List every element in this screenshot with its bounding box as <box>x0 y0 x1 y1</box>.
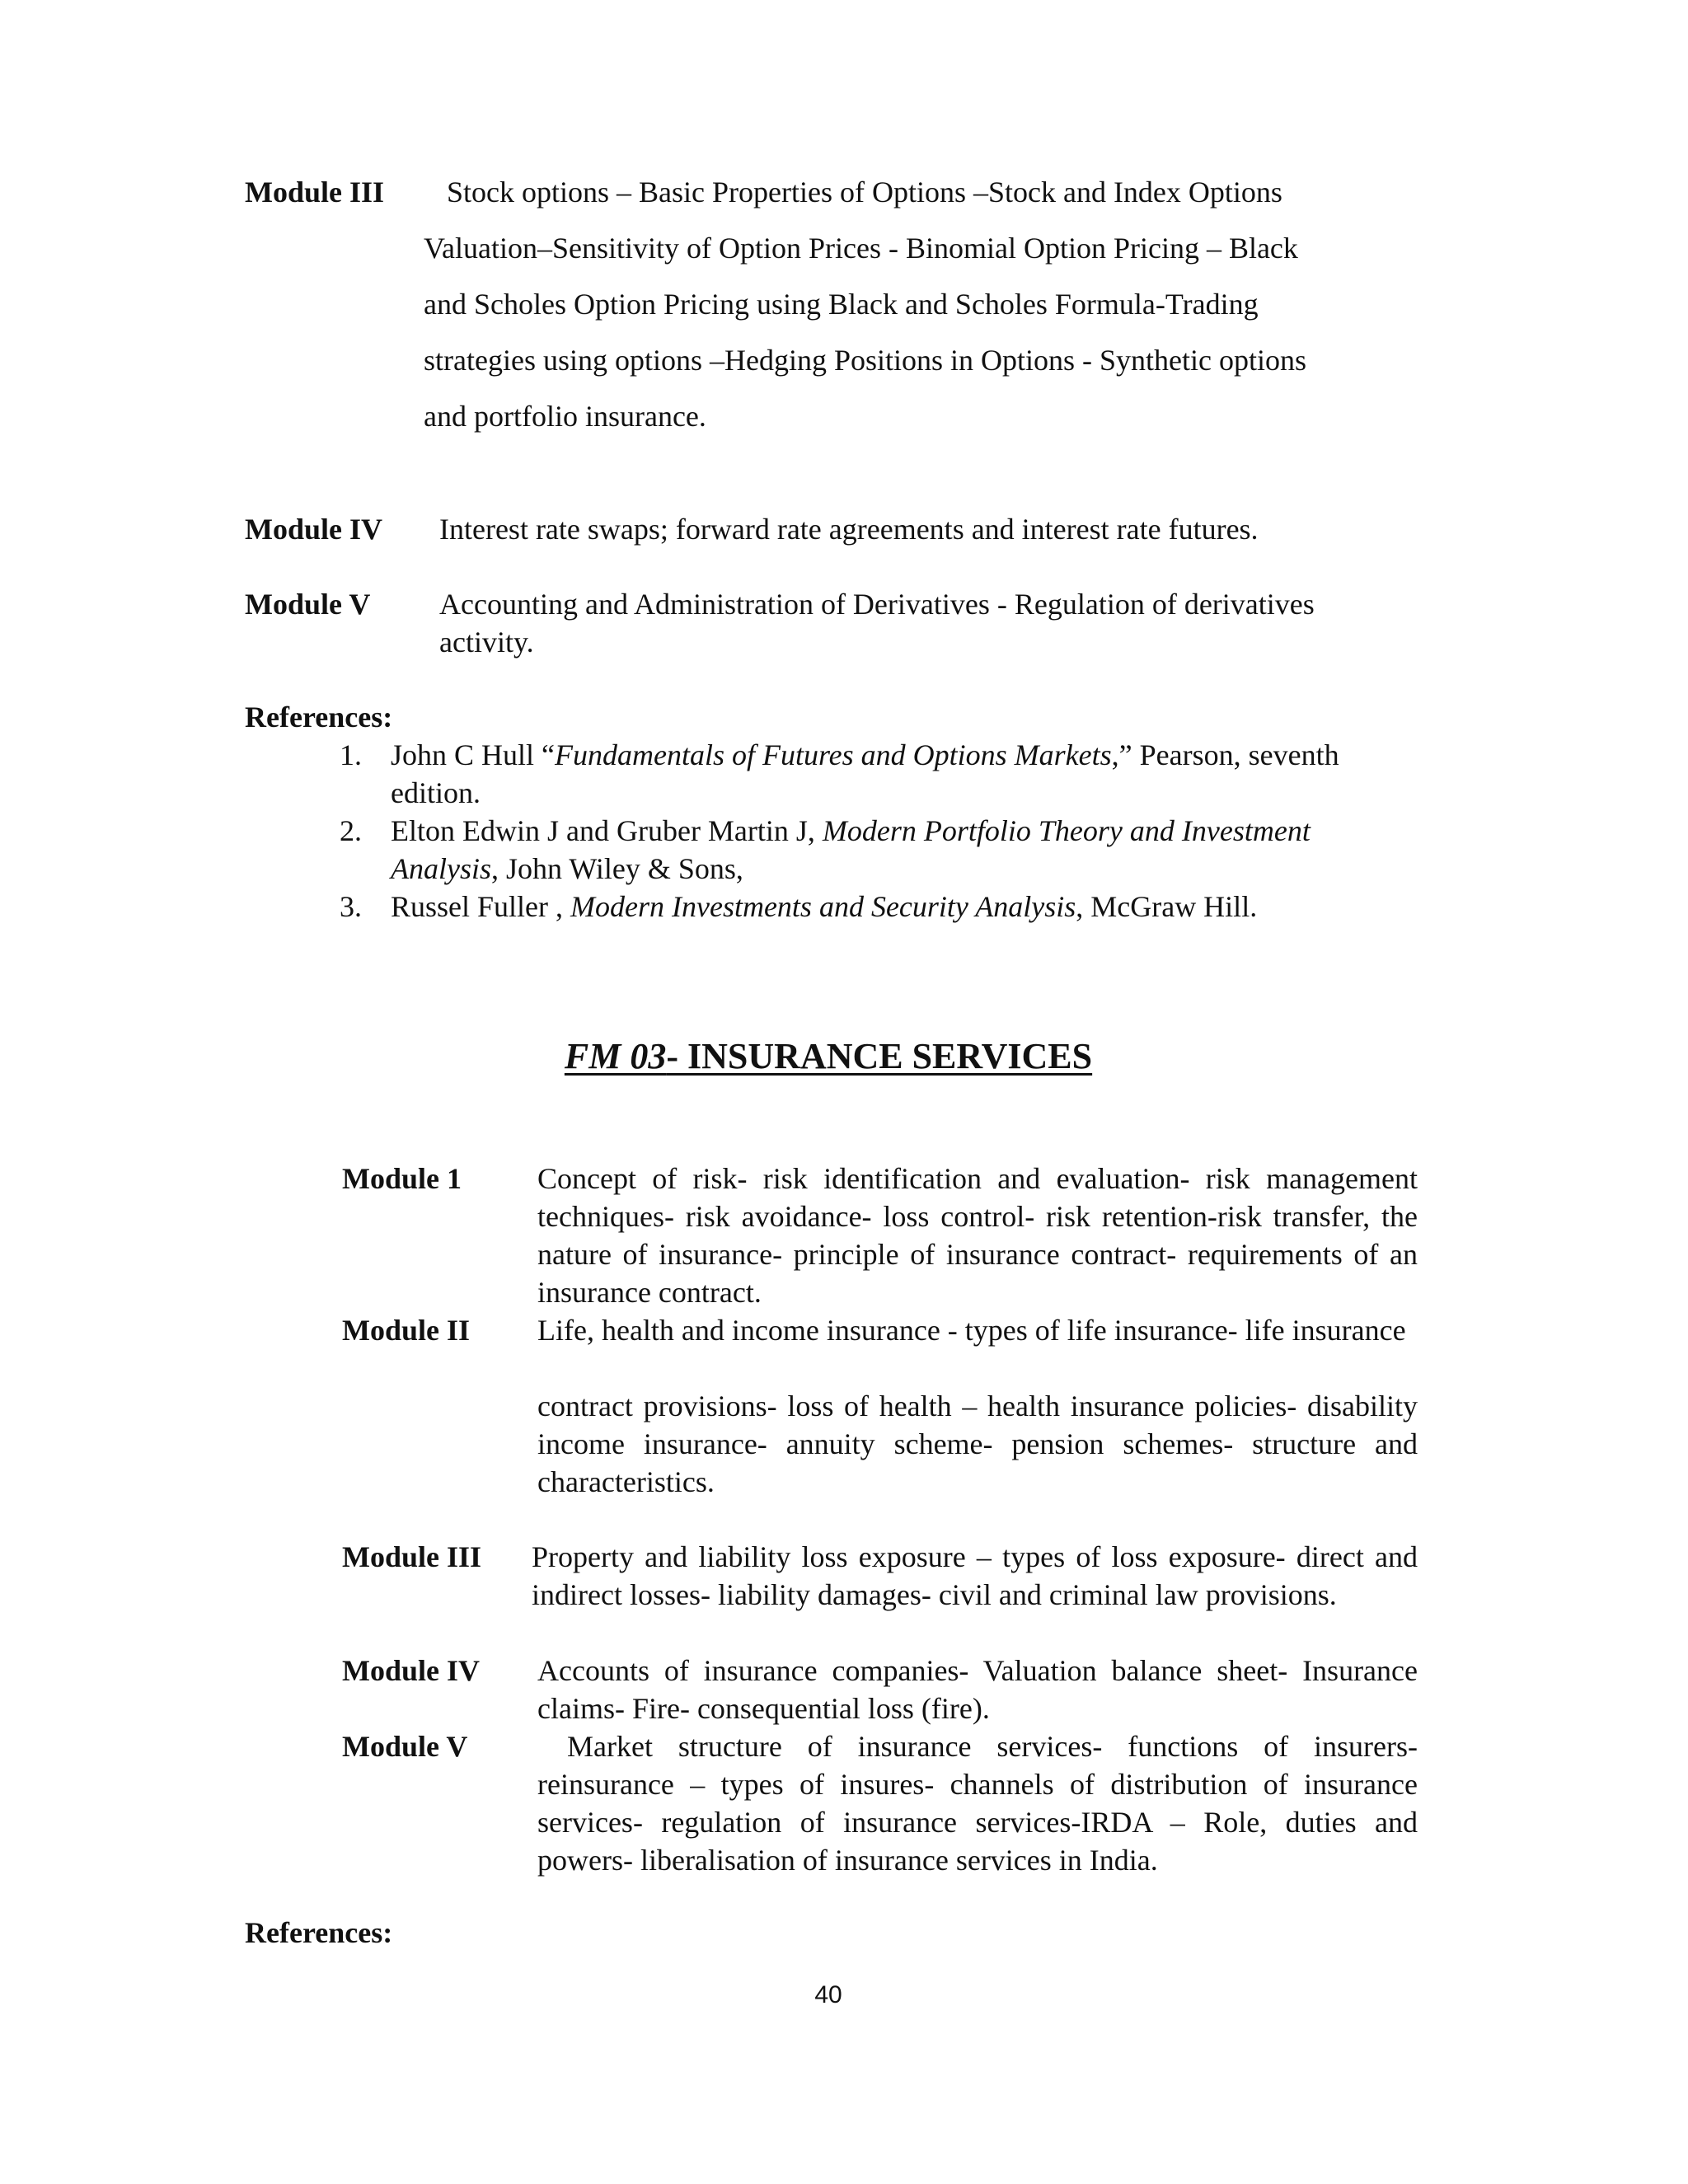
insurance-module-5-text: Market structure of insurance services- functions of insurers- reinsurance – types of insures- channels of distribution of insurance services- regulation of insurance services-IRDA – Role, duties and powers- liberalisation of insurance services in India. <box>537 1730 1418 1877</box>
references-heading: References: <box>245 701 393 733</box>
reference-2 <box>391 812 1421 888</box>
insurance-module-3-text: Property and liability loss exposure – types of loss exposure- direct and indirect losses- liability damages- civil and criminal law provisions. <box>532 1540 1418 1611</box>
reference-2-title: Modern Portfolio Theory and Investment Analysis <box>391 814 1311 885</box>
insurance-module-2-text-2: contract provisions- loss of health – health insurance policies- disability income insurance- annuity scheme- pension schemes- structure and characteristics. <box>537 1390 1418 1498</box>
module-3-line-1: Stock options – Basic Properties of Options –Stock and Index Options <box>447 176 1282 209</box>
insurance-module-4-label: Module IV <box>342 1654 481 1687</box>
insurance-module-1-label: Module 1 <box>342 1162 462 1195</box>
section-title-text: - INSURANCE SERVICES <box>666 1036 1093 1076</box>
page-number: 40 <box>814 1981 842 2008</box>
insurance-module-3-label: Module III <box>342 1540 482 1573</box>
reference-1-number: 1. <box>340 738 362 771</box>
reference-1-title: Fundamentals of Futures and Options Markets <box>555 738 1112 771</box>
reference-3-author: Russel Fuller , <box>391 890 571 923</box>
reference-1-publisher: ,” Pearson, seventh edition. <box>391 738 1339 809</box>
reference-1-author: John C Hull “ <box>391 738 556 771</box>
module-5-text: Accounting and Administration of Derivatives - Regulation of derivatives activity. <box>439 588 1315 658</box>
insurance-module-2-text-1: Life, health and income insurance - types of life insurance- life insurance <box>537 1314 1406 1347</box>
module-4-text: Interest rate swaps; forward rate agreements and interest rate futures. <box>439 513 1259 546</box>
reference-3-title: Modern Investments and Security Analysis <box>570 890 1076 923</box>
reference-3 <box>391 888 1421 926</box>
module-3-label: Module III <box>245 176 385 209</box>
reference-2-publisher: , John Wiley & Sons, <box>491 852 743 885</box>
module-5-label: Module V <box>245 588 371 621</box>
section-title-code: FM 03 <box>564 1036 667 1076</box>
reference-3-publisher: , McGraw Hill. <box>1076 890 1258 923</box>
module-3-line-3: and Scholes Option Pricing using Black and Scholes Formula-Trading <box>424 288 1259 321</box>
insurance-module-5-label: Module V <box>342 1730 468 1763</box>
module-4-label: Module IV <box>245 513 383 546</box>
insurance-module-4-text: Accounts of insurance companies- Valuation balance sheet- Insurance claims- Fire- consequential loss (fire). <box>537 1654 1418 1725</box>
insurance-references-heading: References: <box>245 1916 393 1949</box>
insurance-module-1-text: Concept of risk- risk identification and evaluation- risk management techniques- risk avoidance- loss control- risk retention-risk transfer, the nature of insurance- principle of insurance contract- requirements of an insurance contract. <box>537 1162 1418 1309</box>
section-title <box>0 1035 1657 1077</box>
reference-3-number: 3. <box>340 890 362 923</box>
module-3-line-2: Valuation–Sensitivity of Option Prices - Binomial Option Pricing – Black <box>424 232 1298 265</box>
insurance-module-2-label: Module II <box>342 1314 471 1347</box>
reference-2-author: Elton Edwin J and Gruber Martin J, <box>391 814 823 847</box>
reference-1 <box>391 736 1413 812</box>
module-3-line-4: strategies using options –Hedging Positions in Options - Synthetic options <box>424 344 1306 377</box>
module-3-line-5: and portfolio insurance. <box>424 400 706 433</box>
reference-2-number: 2. <box>340 814 362 847</box>
